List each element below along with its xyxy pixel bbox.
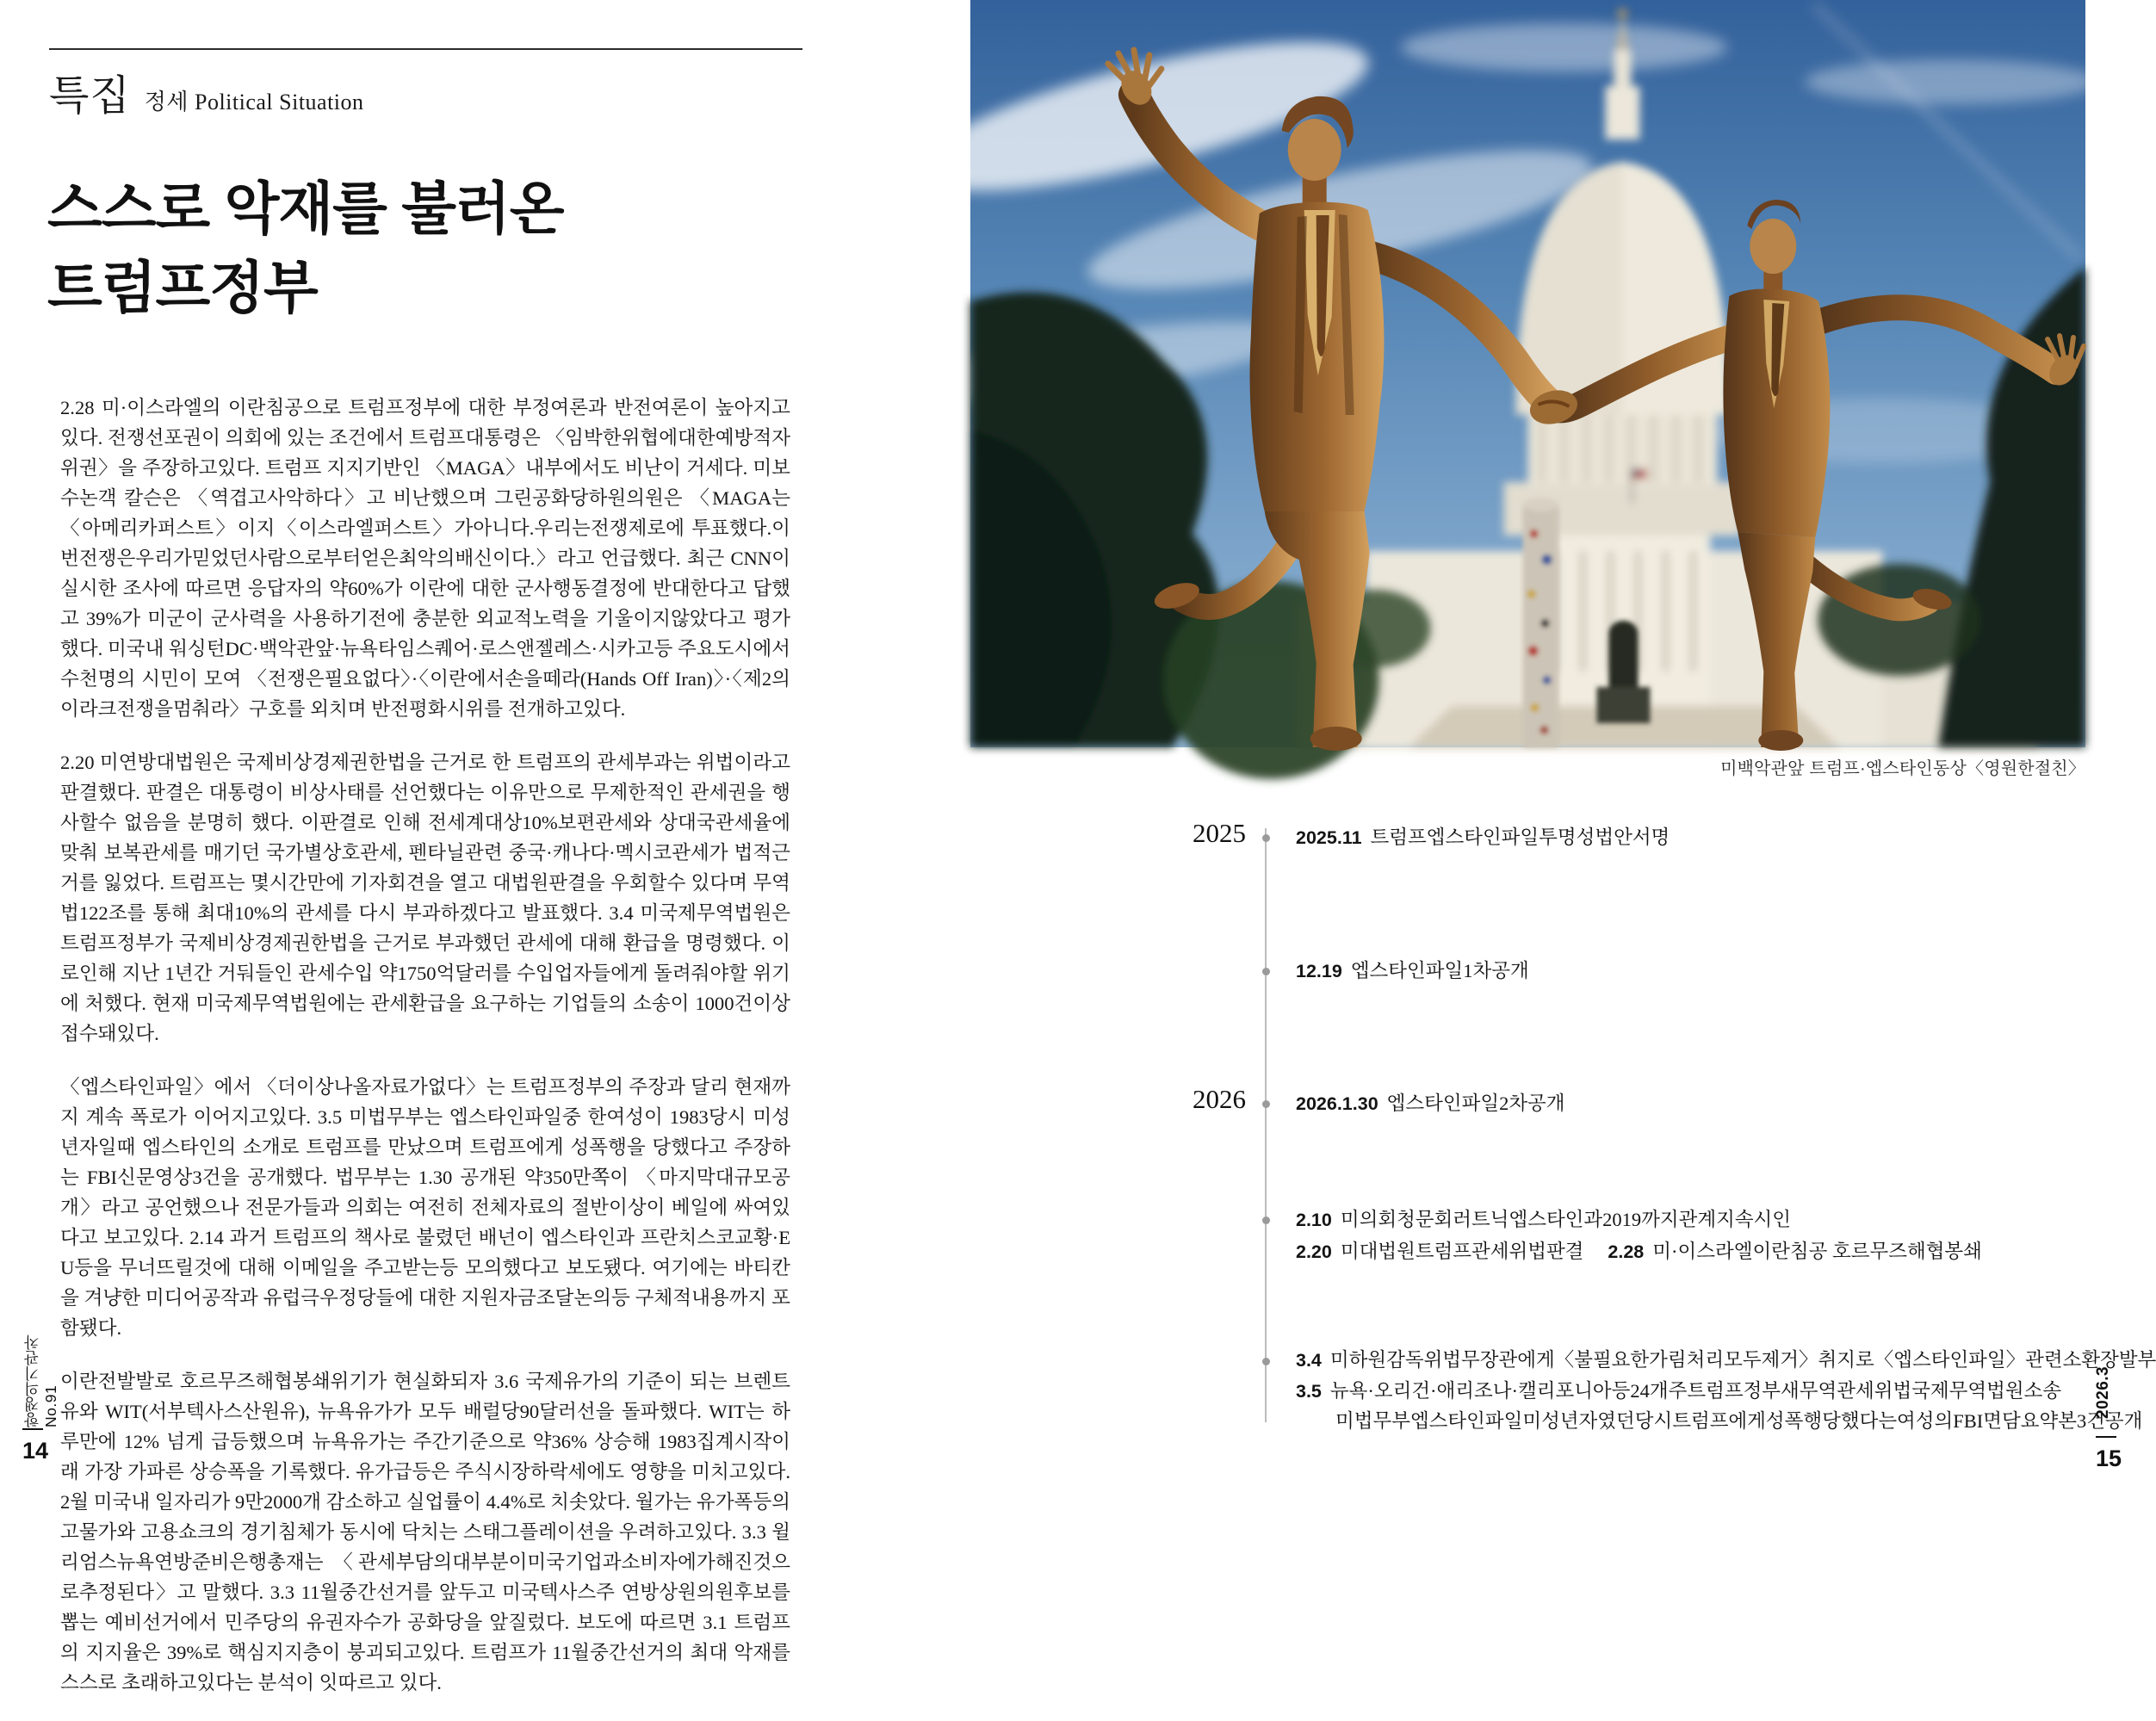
timeline-entry <box>1296 956 2097 988</box>
page-number-left: 14 <box>22 1438 49 1464</box>
timeline-text: 뉴욕·오리건·애리조나·캘리포니아등24개주트럼프정부새무역관세위법국제무역법원소송 <box>1329 1379 2062 1402</box>
timeline-dot <box>1262 834 1270 842</box>
timeline-date: 3.5 <box>1296 1380 1322 1402</box>
left-edge-edition-label: 항쟁의기관차No.91 <box>23 1334 59 1427</box>
photo-illustration <box>970 0 2085 747</box>
timeline-date: 2025.11 <box>1296 827 1362 848</box>
timeline-date: 3.4 <box>1296 1350 1322 1371</box>
timeline-dot <box>1262 1100 1270 1108</box>
timeline-dot <box>1262 968 1270 975</box>
timeline-text: 미대법원트럼프관세위법판결 <box>1340 1241 1584 1262</box>
kicker-sub: 정세 Political Situation <box>144 90 364 115</box>
timeline-text: 엡스타인파일2차공개 <box>1386 1093 1565 1114</box>
timeline-text: 엡스타인파일1차공개 <box>1350 960 1529 981</box>
section-kicker <box>49 62 364 121</box>
article-paragraph: 2.20 미연방대법원은 국제비상경제권한법을 근거로 한 트럼프의 관세부과는 위법이라고 판결했다. 판결은 대통령이 비상사태를 선언했다는 이유만으로 무제한적인 관세권을 행사할수 없음을 분명히 했다. 이판결로 인해 전세계대상10%보편관세와 상대국관세율에 맞춰 보복관세를 매기던 국가별상호관세, 펜타닐관련 중국·캐나다·멕시코관세가 법적근거를 잃었다. 트럼프는 몇시간만에 기자회견을 열고 대법원판결을 우회할수 있다며 무역법122조를 통해 최대10%의 관세를 다시 부과하겠다고 발표했다. 3.4 미국제무역법원은 트럼프정부가 국제비상경제권한법을 근거로 부과했던 관세에 대해 환급을 명령했다. 이로인해 지난 1년간 거둬들인 관세수입 약1750억달러를 수입업자들에게 돌려줘야할 위기에 처했다. 현재 미국제무역법원에는 관세환급을 요구하는 기업들의 소송이 1000건이상 접수돼있다. <box>60 752 790 1044</box>
timeline-dot <box>1262 1216 1270 1224</box>
timeline-date: 2026.1.30 <box>1296 1093 1378 1114</box>
timeline-date: 2.10 <box>1296 1210 1332 1230</box>
timeline-dot <box>1262 1358 1270 1365</box>
timeline-axis <box>1265 828 1267 1422</box>
photo-trump-epstein-statues <box>970 0 2085 747</box>
timeline-text: 미·이스라엘이란침공 호르무즈해협봉쇄 <box>1652 1241 1982 1262</box>
right-edge-rule <box>2096 1436 2116 1438</box>
timeline-year: 2025 <box>1193 818 1246 848</box>
timeline-text: 미법무부엡스타인파일미성년자였던당시트럼프에게성폭행당했다는여성의FBI면담요약본3건공개 <box>1335 1410 2143 1432</box>
timeline-year: 2026 <box>1193 1084 1246 1114</box>
page-number-right: 15 <box>2096 1446 2122 1471</box>
article-paragraph: 이란전발발로 호르무즈해협봉쇄위기가 현실화되자 3.6 국제유가의 기준이 되는 브렌트유와 WIT(서부텍사스산원유), 뉴욕유가가 모두 배럴당90달러선을 돌파했다. WIT는 하루만에 12% 넘게 급등했으며 뉴욕유가는 주간기준으로 약36% 상승해 1983집계시작이래 가장 가파른 상승폭을 기록했다. 유가급등은 주식시장하락세에도 영향을 미치고있다. 2월 미국내 일자리가 9만2000개 감소하고 실업률이 4.4%로 치솟았다. 월가는 유가폭등의 고물가와 고용쇼크의 경기침체가 동시에 닥치는 스태그플레이션을 우려하고있다. 3.3 윌리엄스뉴욕연방준비은행총재는 〈관세부담의대부분이미국기업과소비자에가해진것으로추정된다〉고 말했다. 3.3 11월중간선거를 앞두고 미국텍사스주 연방상원의원후보를 뽑는 예비선거에서 민주당의 유권자수가 공화당을 앞질렀다. 보도에 따르면 3.1 트럼프의 지지율은 39%로 핵심지지층이 붕괴되고있다. 트럼프가 11월중간선거의 최대 악재를 스스로 초래하고있다는 분석이 잇따르고 있다. <box>60 1371 790 1693</box>
article-body <box>60 393 790 1721</box>
article-title <box>47 169 563 328</box>
header-rule <box>49 48 802 50</box>
timeline-date: 2.20 <box>1296 1241 1332 1262</box>
timeline-text: 트럼프엡스타인파일투명성법안서명 <box>1370 826 1670 848</box>
article-paragraph: 2.28 미·이스라엘의 이란침공으로 트럼프정부에 대한 부정여론과 반전여론이 높아지고있다. 전쟁선포권이 의회에 있는 조건에서 트럼프대통령은 〈임박한위협에대한예방적자위권〉을 주장하고있다. 트럼프 지지기반인 〈MAGA〉내부에서도 비난이 거세다. 미보수논객 칼슨은 〈역겹고사악하다〉고 비난했으며 그린공화당하원의원은 〈MAGA는〈아메리카퍼스트〉이지〈이스라엘퍼스트〉가아니다.우리는전쟁제로에 투표했다.이번전쟁은우리가믿었던사람으로부터얻은최악의배신이다.〉라고 언급했다. 최근 CNN이 실시한 조사에 따르면 응답자의 약60%가 이란에 대한 군사행동결정에 반대한다고 답했고 39%가 미군이 군사력을 사용하기전에 충분한 외교적노력을 기울이지않았다고 평가했다. 미국내 워싱턴DC·백악관앞·뉴욕타임스퀘어·로스앤젤레스·시카고등 주요도시에서 수천명의 시민이 모여 〈전쟁은필요없다〉·〈이란에서손을떼라(Hands Off Iran)〉·〈제2의이라크전쟁을멈춰라〉구호를 외치며 반전평화시위를 전개하고있다. <box>60 397 790 720</box>
article-paragraph: 〈엡스타인파일〉에서 〈더이상나올자료가없다〉는 트럼프정부의 주장과 달리 현재까지 계속 폭로가 이어지고있다. 3.5 미법무부는 엡스타인파일중 한여성이 1983당시 미성년자일때 엡스타인의 소개로 트럼프를 만났으며 트럼프에게 성폭행을 당했다고 주장하는 FBI신문영상3건을 공개했다. 법무부는 1.30 공개된 약350만쪽이 〈마지막대규모공개〉라고 공언했으나 전문가들과 의회는 여전히 전체자료의 절반이상이 베일에 싸여있다고 보고있다. 2.14 과거 트럼프의 책사로 불렸던 배넌이 엡스타인과 프란치스코교황·EU등을 무너뜨릴것에 대해 이메일을 주고받는등 모의했다고 보도됐다. 여기에는 바티칸을 겨냥한 미디어공작과 유럽극우정당들에 대한 지원자금조달논의등 구체적내용까지 포함됐다. <box>60 1076 790 1339</box>
right-edge-issue-label: 2026.3 <box>2094 1365 2112 1419</box>
timeline-entry <box>1296 823 2097 855</box>
timeline-text: 미의회청문회러트닉엡스타인과2019까지관계지속시인 <box>1340 1209 1792 1230</box>
article-title-line1: 스스로 악재를 불러온 <box>47 176 564 240</box>
timeline-date: 12.19 <box>1296 961 1342 981</box>
photo-caption: 미백악관앞 트럼프·엡스타인동상〈영원한절친〉 <box>1720 759 2085 778</box>
flyer-pole <box>1523 498 1559 747</box>
timeline-entry <box>1296 1205 2097 1269</box>
article-title-line2: 트럼프정부 <box>47 256 318 320</box>
timeline-entry <box>1296 1089 2097 1121</box>
kicker-main: 특집 <box>49 73 131 119</box>
timeline-date: 2.28 <box>1608 1241 1645 1262</box>
left-edge-rule <box>22 1428 43 1430</box>
timeline-text: 미하원감독위법무장관에게〈불필요한가림처리모두제거〉취지로〈엡스타인파일〉관련소환장발부 <box>1329 1349 2156 1371</box>
